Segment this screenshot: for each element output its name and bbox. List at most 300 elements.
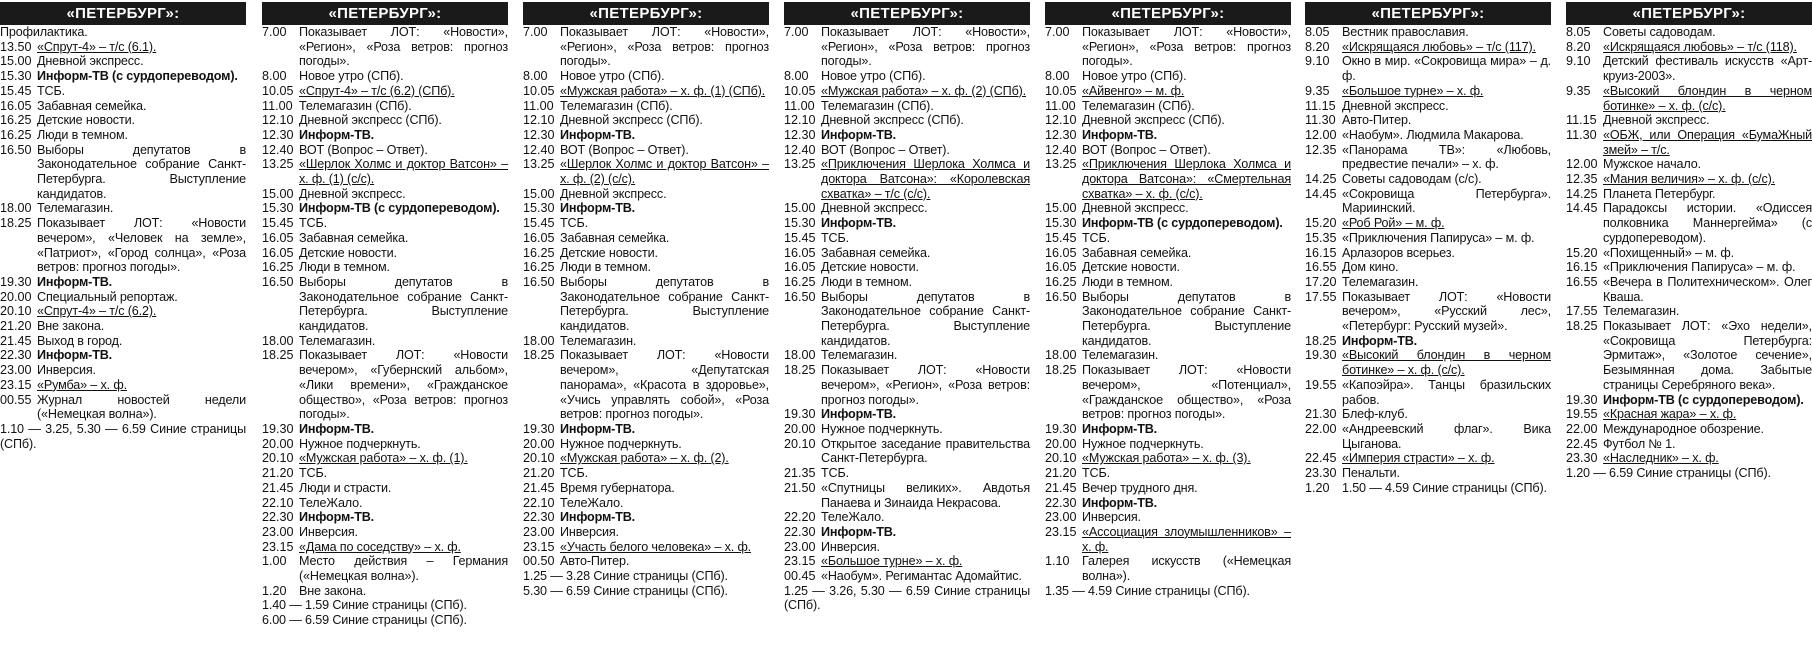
schedule-row xyxy=(262,260,508,275)
schedule-row xyxy=(1045,363,1291,422)
program-time: 8.00 xyxy=(1045,69,1070,84)
program-title: Информ-ТВ (с сурдопереводом). xyxy=(37,69,238,84)
program-time: 15.30 xyxy=(1045,216,1077,231)
schedule-row xyxy=(523,437,769,452)
schedule-row xyxy=(523,157,769,186)
program-time: 23.00 xyxy=(0,363,32,378)
program-title: «Спрут-4» – т/с (6.2) (СПб). xyxy=(299,83,455,98)
program-time: 16.05 xyxy=(262,230,294,245)
program-title: Люди в темном. xyxy=(821,274,912,289)
program-title: Новое утро (СПб). xyxy=(560,69,665,84)
program-title: Забавная семейка. xyxy=(299,230,409,245)
program-title: ВОТ (Вопрос – Ответ). xyxy=(299,142,428,157)
program-time: 22.10 xyxy=(262,495,294,510)
program-title: Телемагазин (СПб). xyxy=(821,98,934,113)
program-title: Окно в мир. «Сокровища мира» – д. ф. xyxy=(1342,54,1551,84)
program-time: 17.55 xyxy=(1566,304,1598,319)
program-title: Инверсия. xyxy=(1082,510,1141,525)
program-time: 7.00 xyxy=(1045,25,1070,39)
program-time: 11.15 xyxy=(1305,98,1336,113)
schedule-row xyxy=(784,113,1030,128)
program-title: «Румба» – х. ф. xyxy=(37,377,127,392)
program-time: 16.15 xyxy=(1566,260,1598,275)
program-time: 12.40 xyxy=(784,142,816,157)
schedule-row xyxy=(523,231,769,246)
schedule-row xyxy=(262,231,508,246)
schedule-row xyxy=(1045,422,1291,437)
schedule-row xyxy=(523,554,769,569)
program-time: 22.30 xyxy=(0,348,32,363)
program-title: Телемагазин. xyxy=(1342,274,1419,289)
schedule-row xyxy=(0,54,246,69)
program-time: 20.10 xyxy=(1045,451,1077,466)
program-time: 18.00 xyxy=(784,348,816,363)
program-title: Инверсия. xyxy=(821,539,880,554)
schedule-row xyxy=(523,481,769,496)
program-title: «Ассоциация злоумышленников» – х. ф. xyxy=(1082,524,1291,554)
program-time: 21.45 xyxy=(1045,480,1077,495)
program-title: 1.20 — 6.59 Синие страницы (СПб). xyxy=(1566,466,1771,481)
program-time: 16.05 xyxy=(262,245,294,260)
schedule-row xyxy=(523,510,769,525)
program-title: «Империя страсти» – х. ф. xyxy=(1342,451,1495,466)
schedule-row xyxy=(1045,554,1291,583)
program-title: 1.40 — 1.59 Синие страницы (СПб). xyxy=(262,598,467,613)
program-time: 18.25 xyxy=(0,216,32,231)
program-time: 14.25 xyxy=(1566,186,1598,201)
program-time: 16.50 xyxy=(784,289,816,304)
program-title: Дневной экспресс (СПб). xyxy=(1082,113,1225,128)
program-title: «Роб Рой» – м. ф. xyxy=(1342,216,1445,231)
program-title: Информ-ТВ. xyxy=(299,127,375,142)
schedule-row xyxy=(262,25,508,69)
schedule-row xyxy=(0,290,246,305)
program-time: 22.00 xyxy=(1566,421,1598,436)
schedule-row xyxy=(784,231,1030,246)
program-time: 18.25 xyxy=(784,363,816,378)
schedule-row xyxy=(1566,84,1812,113)
program-time: 15.45 xyxy=(1045,230,1077,245)
program-time: 11.00 xyxy=(262,98,293,113)
program-title: «Приключения Шерлока Холмса и доктора Ватсона»: «Смертельная схватка» – х. ф. (с/с). xyxy=(1082,157,1291,201)
schedule-row xyxy=(1566,128,1812,157)
schedule-row xyxy=(523,25,769,69)
program-title: Международное обозрение. xyxy=(1603,421,1764,436)
schedule-row xyxy=(1045,437,1291,452)
program-title: Место действия – Германия («Немецкая волна»). xyxy=(299,554,508,584)
program-title: ТСБ. xyxy=(560,466,588,481)
program-title: Советы садоводам (с/с). xyxy=(1342,172,1482,187)
program-title: Дневной экспресс (СПб). xyxy=(821,113,964,128)
program-time: 12.40 xyxy=(262,142,294,157)
program-title: Детские новости. xyxy=(299,245,397,260)
program-time: 20.00 xyxy=(262,436,294,451)
program-title: «Приключения Папируса» – м. ф. xyxy=(1342,230,1535,245)
column-header: «ПЕТЕРБУРГ»: xyxy=(1305,2,1551,25)
program-time: 16.25 xyxy=(523,260,555,275)
schedule-row xyxy=(1305,451,1551,466)
program-title: ВОТ (Вопрос – Ответ). xyxy=(821,142,950,157)
program-title: Забавная семейка. xyxy=(1082,245,1192,260)
program-time: 16.25 xyxy=(784,274,816,289)
program-title: ТСБ. xyxy=(1082,466,1110,481)
schedule-row xyxy=(0,201,246,216)
program-time: 20.00 xyxy=(784,421,816,436)
program-title: «Участь белого человека» – х. ф. xyxy=(560,539,752,554)
schedule-row xyxy=(1045,128,1291,143)
program-time: 21.35 xyxy=(784,466,816,481)
program-title: ТСБ. xyxy=(821,466,849,481)
schedule-row xyxy=(1045,348,1291,363)
program-time: 23.30 xyxy=(1566,451,1598,466)
schedule-row xyxy=(523,260,769,275)
program-title: Детские новости. xyxy=(37,113,135,128)
schedule-row xyxy=(1305,84,1551,99)
program-time: 15.30 xyxy=(784,216,816,231)
program-time: 21.45 xyxy=(523,480,555,495)
program-title: Информ-ТВ. xyxy=(299,510,375,525)
program-title: Вне закона. xyxy=(37,319,105,334)
program-title: 1.35 — 4.59 Синие страницы (СПб). xyxy=(1045,583,1250,598)
program-title: «Мужская работа» – х. ф. (2) (СПб). xyxy=(821,83,1027,98)
schedule-row xyxy=(1566,275,1812,304)
program-title: Информ-ТВ (с сурдопереводом). xyxy=(299,201,500,216)
schedule-row xyxy=(1305,422,1551,451)
program-time: 18.25 xyxy=(1305,333,1337,348)
schedule-row xyxy=(1045,275,1291,290)
program-title: Нужное подчеркнуть. xyxy=(299,436,421,451)
program-title: 1.25 — 3.28 Синие страницы (СПб). xyxy=(523,569,728,584)
schedule-row xyxy=(1305,216,1551,231)
program-title: Телемагазин (СПб). xyxy=(560,98,673,113)
program-title: Галерея искусств («Немецкая волна»). xyxy=(1082,554,1291,584)
program-time: 16.05 xyxy=(1045,245,1077,260)
program-title: «Капоэйра». Танцы бразильских рабов. xyxy=(1342,377,1551,407)
schedule-row xyxy=(1305,348,1551,377)
schedule-row xyxy=(784,143,1030,158)
schedule-column xyxy=(1045,2,1291,598)
program-time: 20.10 xyxy=(0,304,32,319)
schedule-row xyxy=(523,187,769,202)
program-time: 12.10 xyxy=(523,113,555,128)
schedule-row xyxy=(1305,187,1551,216)
program-title: «Высокий блондин в черном ботинке» – х. ф. (с/с). xyxy=(1603,83,1812,113)
program-time: 20.10 xyxy=(262,451,294,466)
schedule-row xyxy=(1045,290,1291,349)
program-title: «Мания величия» – х. ф. (с/с). xyxy=(1603,172,1776,187)
program-title: ВОТ (Вопрос – Ответ). xyxy=(1082,142,1211,157)
program-time: 15.00 xyxy=(523,186,555,201)
program-time: 15.00 xyxy=(0,54,32,69)
program-time: 12.30 xyxy=(523,127,555,142)
program-time: 16.05 xyxy=(0,98,32,113)
schedule-row xyxy=(784,525,1030,540)
schedule-row xyxy=(262,334,508,349)
program-title: Телемагазин. xyxy=(1603,304,1680,319)
program-time: 21.20 xyxy=(1045,466,1077,481)
schedule-row xyxy=(523,201,769,216)
program-title: Профилактика. xyxy=(0,25,88,39)
schedule-row xyxy=(523,569,769,584)
schedule-row xyxy=(784,290,1030,349)
schedule-row xyxy=(1045,451,1291,466)
program-time: 12.10 xyxy=(262,113,294,128)
schedule-row xyxy=(262,246,508,261)
program-time: 17.55 xyxy=(1305,289,1337,304)
program-time: 16.25 xyxy=(262,260,294,275)
program-time: 16.15 xyxy=(1305,245,1337,260)
program-title: Показывает ЛОТ: «Новости вечером», «Губернский альбом», «Лики времени», «Гражданское общество», «Роза ветров: прогноз погоды». xyxy=(299,348,508,422)
program-title: «Похищенный» – м. ф. xyxy=(1603,245,1734,260)
program-title: Телемагазин. xyxy=(37,201,114,216)
schedule-row xyxy=(784,584,1030,613)
column-header: «ПЕТЕРБУРГ»: xyxy=(0,2,246,25)
schedule-row xyxy=(262,99,508,114)
program-time: 19.30 xyxy=(1305,348,1337,363)
schedule-row xyxy=(784,157,1030,201)
schedule-row xyxy=(262,84,508,99)
program-time: 16.25 xyxy=(1045,274,1077,289)
schedule-row xyxy=(784,422,1030,437)
schedule-row xyxy=(1566,393,1812,408)
schedule-row xyxy=(0,113,246,128)
schedule-row xyxy=(1045,99,1291,114)
schedule-row xyxy=(1305,231,1551,246)
program-time: 8.00 xyxy=(262,69,287,84)
program-title: Люди в темном. xyxy=(560,260,651,275)
program-title: Информ-ТВ. xyxy=(1082,127,1158,142)
program-title: Нужное подчеркнуть. xyxy=(560,436,682,451)
schedule-row xyxy=(262,540,508,555)
schedule-row xyxy=(523,99,769,114)
program-time: 12.10 xyxy=(784,113,816,128)
program-title: Время губернатора. xyxy=(560,480,675,495)
program-time: 21.45 xyxy=(0,333,32,348)
program-time: 7.00 xyxy=(784,25,809,39)
schedule-column xyxy=(784,2,1030,613)
program-title: Показывает ЛОТ: «Новости вечером», «Человек на земле», «Патриот», «Город солнца», «Роза ветров: прогноз погоды». xyxy=(37,216,246,275)
program-time: 1.20 xyxy=(1305,480,1330,495)
schedule-row xyxy=(1305,128,1551,143)
program-time: 14.25 xyxy=(1305,172,1337,187)
schedule-row xyxy=(784,84,1030,99)
schedule-row xyxy=(262,613,508,628)
program-title: Показывает ЛОТ: «Новости вечером», «Депутатская панорама», «Красота в здоровье», «Учись управлять собой», «Роза ветров: прогноз погоды». xyxy=(560,348,769,422)
schedule-column xyxy=(1305,2,1551,496)
program-time: 23.30 xyxy=(1305,466,1337,481)
schedule-row xyxy=(262,598,508,613)
program-time: 11.00 xyxy=(523,98,554,113)
schedule-row xyxy=(0,40,246,55)
program-title: Советы садоводам. xyxy=(1603,25,1716,39)
program-title: «Наобум». Регимантас Адомайтис. xyxy=(821,569,1022,584)
schedule-row xyxy=(784,128,1030,143)
program-title: Блеф-клуб. xyxy=(1342,407,1408,422)
program-title: Журнал новостей недели («Немецкая волна»). xyxy=(37,392,246,422)
schedule-row xyxy=(1566,451,1812,466)
schedule-row xyxy=(523,143,769,158)
schedule-row xyxy=(262,201,508,216)
program-time: 19.55 xyxy=(1305,377,1337,392)
program-title: Парадоксы истории. «Одиссея полковника Маннергейма» (с сурдопереводом). xyxy=(1603,201,1812,245)
schedule-row xyxy=(1305,481,1551,496)
schedule-row xyxy=(262,525,508,540)
program-title: Дневной экспресс. xyxy=(821,201,928,216)
program-title: ТСБ. xyxy=(821,230,849,245)
program-title: Информ-ТВ. xyxy=(560,510,636,525)
program-title: Мужское начало. xyxy=(1603,157,1701,172)
schedule-row xyxy=(1045,510,1291,525)
program-title: «Наследник» – х. ф. xyxy=(1603,451,1719,466)
program-title: ТСБ. xyxy=(560,216,588,231)
schedule-row xyxy=(1045,216,1291,231)
program-title: Авто-Питер. xyxy=(1342,113,1412,128)
program-time: 12.00 xyxy=(1566,157,1598,172)
program-time: 19.30 xyxy=(784,407,816,422)
program-title: Показывает ЛОТ: «Новости вечером», «Потенциал», «Гражданское общество», «Роза ветров: прогноз погоды». xyxy=(1082,363,1291,422)
program-title: «Приключения Шерлока Холмса и доктора Ватсона»: «Королевская схватка» – т/с (с/с). xyxy=(821,157,1030,201)
program-time: 8.20 xyxy=(1305,39,1330,54)
program-title: Информ-ТВ. xyxy=(37,274,113,289)
program-title: Выборы депутатов в Законодательное собрание Санкт-Петербурга. Выступление кандидатов. xyxy=(821,289,1030,348)
program-title: «Искрящаяся любовь» – т/с (117). xyxy=(1342,39,1536,54)
program-time: 23.00 xyxy=(1045,510,1077,525)
schedule-row xyxy=(262,275,508,334)
program-title: Информ-ТВ. xyxy=(1342,333,1418,348)
program-title: Выборы депутатов в Законодательное собрание Санкт-Петербурга. Выступление кандидатов. xyxy=(37,142,246,201)
program-title: «ОБЖ, или Операция «БумаЖный змей» – т/с. xyxy=(1603,127,1812,157)
program-time: 18.00 xyxy=(262,333,294,348)
schedule-row xyxy=(0,25,246,40)
schedule-row xyxy=(523,275,769,334)
program-time: 16.25 xyxy=(0,127,32,142)
program-time: 1.00 xyxy=(262,554,287,569)
schedule-row xyxy=(1566,157,1812,172)
program-time: 12.10 xyxy=(1045,113,1077,128)
schedule-row xyxy=(1045,496,1291,511)
program-time: 15.45 xyxy=(262,216,294,231)
schedule-row xyxy=(1566,40,1812,55)
schedule-row xyxy=(784,363,1030,407)
program-title: Новое утро (СПб). xyxy=(299,69,404,84)
schedule-row xyxy=(262,113,508,128)
schedule-row xyxy=(262,69,508,84)
program-title: Инверсия. xyxy=(560,524,619,539)
program-title: Дневной экспресс. xyxy=(560,186,667,201)
program-title: Показывает ЛОТ: «Новости вечером», «Русский лес», «Петербург: Русский музей». xyxy=(1342,289,1551,334)
program-title: Информ-ТВ. xyxy=(560,201,636,216)
program-title: ТелеЖало. xyxy=(560,495,624,510)
schedule-row xyxy=(1566,25,1812,40)
program-title: «Приключения Папируса» – м. ф. xyxy=(1603,260,1796,275)
program-time: 22.30 xyxy=(1045,495,1077,510)
program-time: 16.05 xyxy=(1045,260,1077,275)
schedule-row xyxy=(523,246,769,261)
program-time: 22.30 xyxy=(523,510,555,525)
schedule-row xyxy=(0,275,246,290)
schedule-row xyxy=(1305,378,1551,407)
program-title: Показывает ЛОТ: «Новости», «Регион», «Роза ветров: прогноз погоды». xyxy=(560,25,769,69)
program-time: 18.25 xyxy=(262,348,294,363)
program-time: 19.55 xyxy=(1566,407,1598,422)
program-title: Телемагазин. xyxy=(821,348,898,363)
program-title: «Спрут-4» – т/с (6.1). xyxy=(37,39,157,54)
program-title: Нужное подчеркнуть. xyxy=(821,421,943,436)
program-time: 16.50 xyxy=(523,274,555,289)
program-time: 16.05 xyxy=(784,245,816,260)
program-title: «Вечера в Политехническом». Олег Кваша. xyxy=(1603,274,1812,304)
schedule-row xyxy=(784,481,1030,510)
program-time: 10.05 xyxy=(1045,83,1077,98)
program-title: Детские новости. xyxy=(560,245,658,260)
program-title: Информ-ТВ. xyxy=(1082,421,1158,436)
schedule-row xyxy=(262,216,508,231)
program-time: 18.00 xyxy=(0,201,32,216)
program-title: Открытое заседание правительства Санкт-Петербурга. xyxy=(821,436,1030,466)
schedule-row xyxy=(1045,525,1291,554)
program-title: Информ-ТВ. xyxy=(37,348,113,363)
program-title: 1.10 — 3.25, 5.30 — 6.59 Синие страницы (СПб). xyxy=(0,421,246,451)
program-title: Дневной экспресс. xyxy=(1342,98,1449,113)
schedule-row xyxy=(1045,246,1291,261)
schedule-row xyxy=(1045,260,1291,275)
schedule-row xyxy=(0,128,246,143)
schedule-row xyxy=(1045,157,1291,201)
program-time: 15.45 xyxy=(0,83,32,98)
column-header: «ПЕТЕРБУРГ»: xyxy=(1045,2,1291,25)
program-title: Выборы депутатов в Законодательное собрание Санкт-Петербурга. Выступление кандидатов. xyxy=(560,274,769,334)
program-time: 15.00 xyxy=(1045,201,1077,216)
schedule-row xyxy=(784,216,1030,231)
schedule-row xyxy=(784,260,1030,275)
program-time: 18.00 xyxy=(1045,348,1077,363)
program-title: 1.25 — 3.26, 5.30 — 6.59 Синие страницы (СПб). xyxy=(784,583,1030,613)
schedule-column xyxy=(523,2,769,598)
schedule-row xyxy=(1305,334,1551,349)
schedule-row xyxy=(1566,466,1812,481)
schedule-row xyxy=(262,584,508,599)
program-title: Телемагазин. xyxy=(1082,348,1159,363)
program-time: 21.20 xyxy=(0,319,32,334)
schedule-row xyxy=(1045,69,1291,84)
program-title: Дневной экспресс. xyxy=(37,54,144,69)
program-title: 6.00 — 6.59 Синие страницы (СПб). xyxy=(262,613,467,628)
schedule-row xyxy=(262,437,508,452)
program-time: 16.55 xyxy=(1566,274,1598,289)
program-title: Забавная семейка. xyxy=(821,245,931,260)
program-time: 23.15 xyxy=(262,539,294,554)
program-title: Дневной экспресс. xyxy=(1082,201,1189,216)
program-title: Выборы депутатов в Законодательное собрание Санкт-Петербурга. Выступление кандидатов. xyxy=(299,274,508,334)
program-time: 15.00 xyxy=(784,201,816,216)
program-title: «Дама по соседству» – х. ф. xyxy=(299,539,461,554)
program-time: 16.25 xyxy=(523,245,555,260)
schedule-row xyxy=(262,422,508,437)
program-time: 9.35 xyxy=(1566,83,1591,98)
program-title: Вестник православия. xyxy=(1342,25,1469,39)
program-time: 19.30 xyxy=(1045,421,1077,436)
program-title: ТСБ. xyxy=(299,466,327,481)
schedule-row xyxy=(523,84,769,99)
schedule-row xyxy=(1305,407,1551,422)
schedule-row xyxy=(0,143,246,202)
schedule-row xyxy=(0,99,246,114)
schedule-row xyxy=(784,348,1030,363)
schedule-row xyxy=(0,84,246,99)
schedule-row xyxy=(1045,466,1291,481)
program-title: Информ-ТВ. xyxy=(821,127,897,142)
schedule-row xyxy=(1566,437,1812,452)
